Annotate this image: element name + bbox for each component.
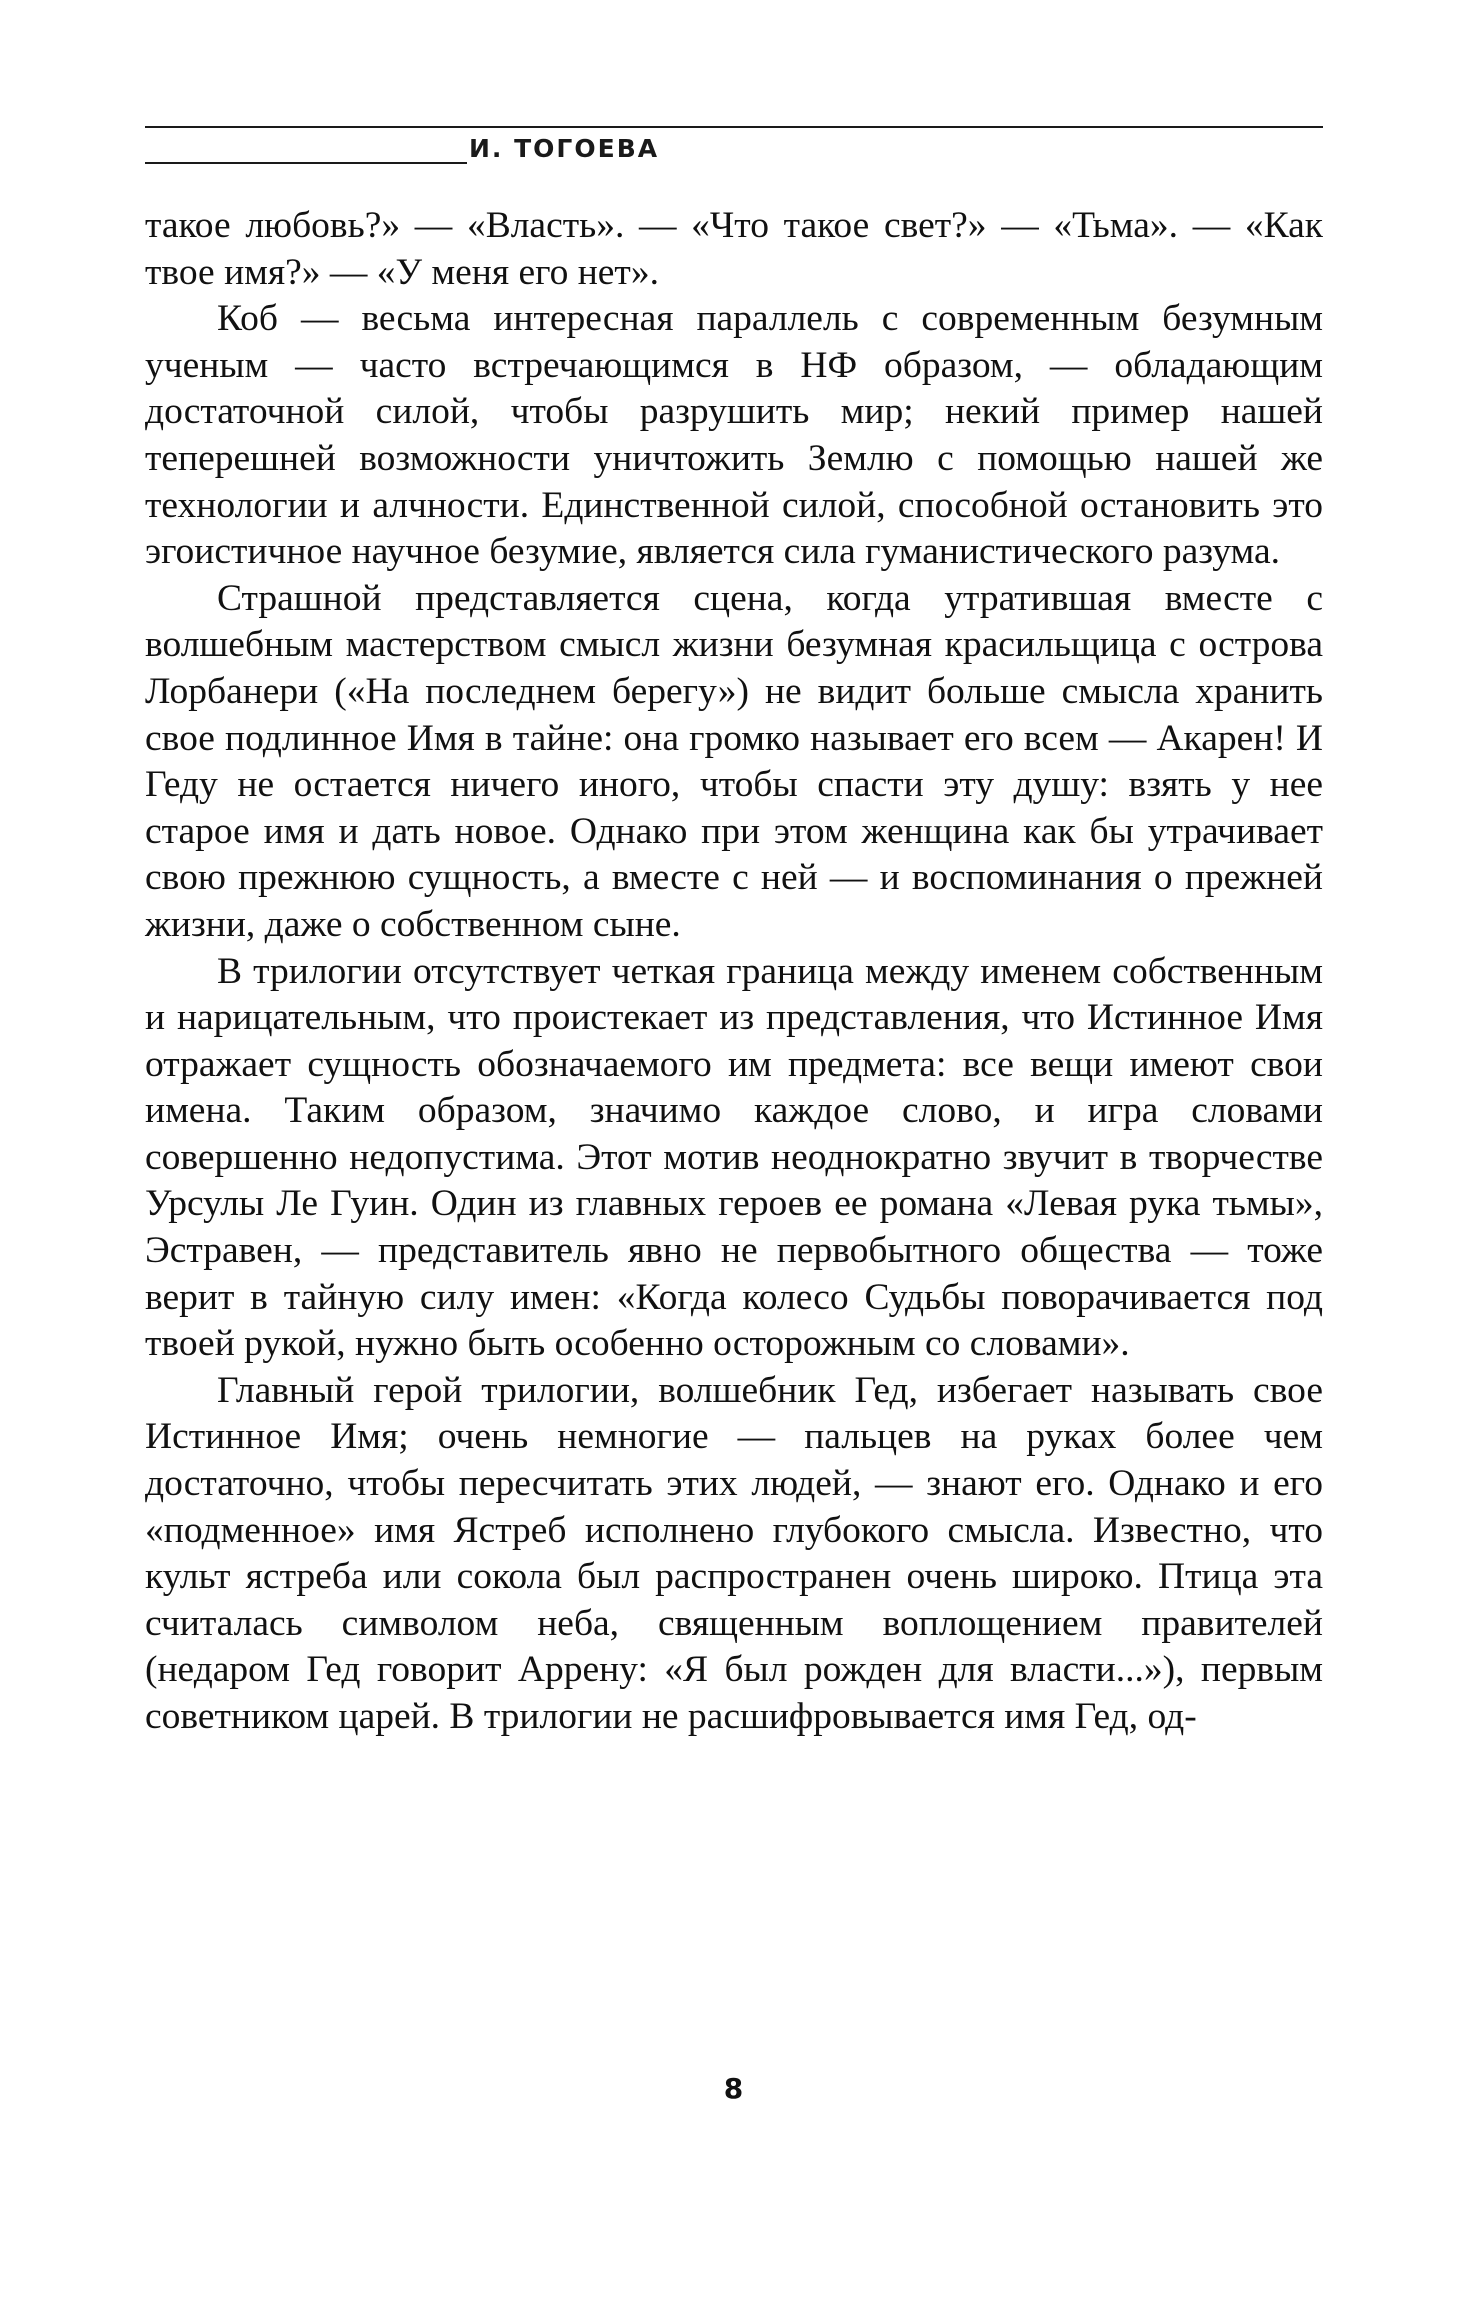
paragraph-1: такое любовь?» — «Власть». — «Что такое свет?» — «Тьма». — «Как твое имя?» — «У меня его нет». bbox=[145, 205, 1323, 293]
body-text bbox=[145, 203, 1323, 1741]
running-head-author: И. ТОГОЕВА bbox=[469, 134, 660, 163]
paragraph-4: В трилогии отсутствует четкая граница между именем собственным и нарицательным, что проистекает из представления, что Истинное Имя отражает сущность обозначаемого им предмета: все вещи имеют свои имена. Таким образом, значимо каждое слово, и игра словами совершенно недопустима. Этот мотив неоднократно звучит в творчестве Урсулы Ле Гуин. Один из главных героев ее романа «Левая рука тьмы», Эстравен, — представитель явно не первобытного общества — тоже верит в тайную силу имен: «Когда колесо Судьбы поворачивается под твоей рукой, нужно быть особенно осторожным со словами». bbox=[145, 950, 1323, 1365]
running-head bbox=[145, 128, 1323, 174]
paragraph-5: Главный герой трилогии, волшебник Гед, избегает называть свое Истинное Имя; очень немногие — пальцев на руках более чем достаточно, чтобы пересчитать этих людей, — знают его. Однако и его «подменное» имя Ястреб исполнено глубокого смысла. Известно, что культ ястреба или сокола был распространен очень широко. Птица эта считалась символом неба, священным воплощением правителей (недаром Гед говорит Аррену: «Я был рожден для власти...»), первым советником царей. В трилогии не расшифровывается имя Гед, од- bbox=[145, 1369, 1323, 1737]
page-number: 8 bbox=[723, 2072, 744, 2105]
paragraph-2: Коб — весьма интересная параллель с современным безумным ученым — часто встречающимся в НФ образом, — обладающим достаточной силой, чтобы разрушить мир; некий пример нашей теперешней возможности уничтожить Землю с помощью нашей же технологии и алчности. Единственной силой, способной остановить это эгоистичное научное безумие, является сила гуманистического разума. bbox=[145, 298, 1323, 573]
running-head-rule bbox=[145, 162, 467, 164]
paragraph-3: Страшной представляется сцена, когда утратившая вместе с волшебным мастерством смысл жизни безумная красильщица с острова Лорбанери («На последнем берегу») не видит больше смысла хранить свое подлинное Имя в тайне: она громко называет его всем — Акарен! И Геду не остается ничего иного, чтобы спасти эту душу: взять у нее старое имя и дать новое. Однако при этом женщина как бы утрачивает свою прежнюю сущность, а вместе с ней — и воспоминания о прежней жизни, даже о собственном сыне. bbox=[145, 577, 1323, 945]
